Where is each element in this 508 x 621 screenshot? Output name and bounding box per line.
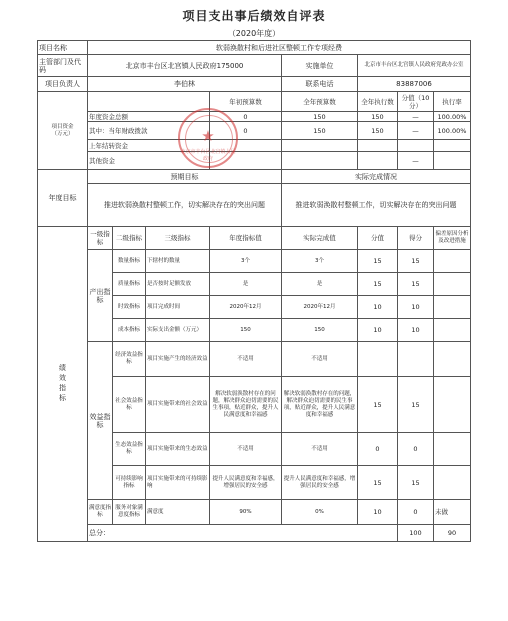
indicator-target: 不适用 — [210, 433, 282, 466]
indicator-l3: 实际支出金额（万元） — [146, 319, 210, 342]
indicator-actual: 0% — [282, 500, 358, 525]
indicator-note — [434, 250, 471, 273]
indicator-weight: 15 — [358, 466, 398, 500]
report-year: （2020年度） — [227, 29, 281, 38]
funds-row-executed — [358, 152, 398, 170]
annual-goal-label: 年度目标 — [38, 170, 88, 227]
indicator-target: 是 — [210, 273, 282, 296]
department-row — [38, 55, 471, 77]
indicator-target: 提升人民满意度和幸福感，增强居民的安全感 — [210, 466, 282, 500]
funds-row-rate — [434, 152, 471, 170]
indicator-weight: 15 — [358, 377, 398, 433]
funds-row-weight — [398, 140, 434, 152]
leader-row — [38, 77, 471, 92]
indicator-target: 解决软弱涣散村存在的问题，解决群众迫切需要的民生事项，贴近群众，提升人民满意度和幸福感 — [210, 377, 282, 433]
total-label: 总分： — [88, 525, 398, 542]
indicator-l2: 社会效益指标 — [113, 377, 146, 433]
department-value: 北京市丰台区北宫镇人民政府175000 — [88, 55, 282, 77]
funds-header-blank — [88, 92, 210, 112]
funds-row-label: 年度资金总额 — [88, 112, 210, 122]
header-note: 偏差原因分析及改进措施 — [434, 227, 471, 250]
project-name-row — [38, 41, 471, 55]
indicator-l2: 服务对象满意度指标 — [113, 500, 146, 525]
funds-header-initial: 年初预算数 — [210, 92, 282, 112]
seal-text: 北京市丰台区北宫镇人民政府 — [180, 149, 236, 162]
evaluation-table — [37, 40, 471, 542]
indicator-weight: 10 — [358, 296, 398, 319]
indicator-note: 未做 — [434, 500, 471, 525]
department-label: 主管部门及代码 — [38, 55, 88, 77]
indicator-l2: 经济效益指标 — [113, 342, 146, 377]
indicator-score: 10 — [398, 296, 434, 319]
indicator-actual: 不适用 — [282, 433, 358, 466]
indicator-target: 90% — [210, 500, 282, 525]
funds-row-weight: — — [398, 122, 434, 140]
header-l3: 三级指标 — [146, 227, 210, 250]
indicator-row — [38, 500, 471, 525]
total-score: 90 — [434, 525, 471, 542]
total-row — [38, 525, 471, 542]
funds-row-annual — [282, 140, 358, 152]
indicator-row — [38, 342, 471, 377]
indicator-score: 0 — [398, 500, 434, 525]
funds-row-label: 其中：当年财政拨款 — [88, 122, 210, 140]
indicator-target: 不适用 — [210, 342, 282, 377]
indicator-weight — [358, 342, 398, 377]
funds-row-initial: 0 — [210, 112, 282, 122]
indicator-score: 15 — [398, 377, 434, 433]
indicator-l3: 满意度 — [146, 500, 210, 525]
indicator-note — [434, 296, 471, 319]
indicator-score — [398, 342, 434, 377]
indicator-score: 0 — [398, 433, 434, 466]
indicator-target: 3个 — [210, 250, 282, 273]
funds-header-annual: 全年预算数 — [282, 92, 358, 112]
output-indicator-label: 产出指标 — [88, 250, 113, 342]
funds-row-executed: 150 — [358, 122, 398, 140]
indicator-l2: 成本指标 — [113, 319, 146, 342]
header-l1: 一级指标 — [88, 227, 113, 250]
indicator-note — [434, 377, 471, 433]
impl-unit-value: 北京市丰台区北宫镇人民政府党政办公室 — [358, 55, 471, 77]
funds-row-weight: — — [398, 152, 434, 170]
effect-indicator-label: 效益指标 — [88, 342, 113, 500]
phone-label: 联系电话 — [282, 77, 358, 92]
funds-row-label: 其他资金 — [88, 152, 210, 170]
project-name-label: 项目名称 — [38, 41, 88, 55]
funds-row-rate: 100.00% — [434, 122, 471, 140]
funds-row-rate — [434, 140, 471, 152]
indicator-actual: 是 — [282, 273, 358, 296]
funds-row-rate: 100.00% — [434, 112, 471, 122]
funds-header-executed: 全年执行数 — [358, 92, 398, 112]
indicator-score: 10 — [398, 319, 434, 342]
header-score: 得分 — [398, 227, 434, 250]
indicator-note — [434, 433, 471, 466]
funds-row — [38, 112, 471, 122]
leader-label: 项目负责人 — [38, 77, 88, 92]
indicator-l2: 生态效益指标 — [113, 433, 146, 466]
indicator-l2: 质量指标 — [113, 273, 146, 296]
funds-row-annual: 150 — [282, 122, 358, 140]
impl-unit-label: 实施单位 — [282, 55, 358, 77]
indicator-weight: 15 — [358, 250, 398, 273]
indicator-actual: 不适用 — [282, 342, 358, 377]
actual-goal-header: 实际完成情况 — [282, 170, 471, 184]
indicator-weight: 0 — [358, 433, 398, 466]
indicator-target: 2020年12月 — [210, 296, 282, 319]
indicator-weight: 10 — [358, 500, 398, 525]
header-l2: 二级指标 — [113, 227, 146, 250]
perf-indicator-label: 绩效指标 — [38, 227, 88, 542]
phone-value: 83887006 — [358, 77, 471, 92]
indicator-l2: 可持续影响指标 — [113, 466, 146, 500]
official-seal — [178, 108, 238, 168]
indicator-l3: 项目实施带来的生态效益 — [146, 433, 210, 466]
funds-row — [38, 140, 471, 152]
indicator-actual: 3个 — [282, 250, 358, 273]
funds-row-label: 上年结转资金 — [88, 140, 210, 152]
funds-row-annual — [282, 152, 358, 170]
project-name-value: 软弱涣散村和后进社区整顿工作专项经费 — [88, 41, 471, 55]
indicator-actual: 150 — [282, 319, 358, 342]
indicator-weight: 10 — [358, 319, 398, 342]
indicator-l3: 项目完成时间 — [146, 296, 210, 319]
indicator-l3: 项目实施带来的可持续影响 — [146, 466, 210, 500]
indicator-actual: 解决软弱涣散村存在的问题，解决群众迫切需要的民生事项，贴近群众，提升人民满意度和幸福感 — [282, 377, 358, 433]
indicator-l2: 数量指标 — [113, 250, 146, 273]
indicator-score: 15 — [398, 273, 434, 296]
goal-content-row — [38, 184, 471, 227]
indicator-l3: 是否按时足额发放 — [146, 273, 210, 296]
satisfaction-indicator-label: 满意度指标 — [88, 500, 113, 525]
total-weight: 100 — [398, 525, 434, 542]
indicator-target: 150 — [210, 319, 282, 342]
indicator-weight: 15 — [358, 273, 398, 296]
page-title: 项目支出事后绩效自评表 — [182, 9, 326, 23]
funds-header-rate: 执行率 — [434, 92, 471, 112]
actual-goal-text: 推进软弱涣散村整顿工作，切实解决存在的突出问题 — [282, 184, 471, 227]
indicator-note — [434, 466, 471, 500]
leader-value: 李伯林 — [88, 77, 282, 92]
indicator-note — [434, 342, 471, 377]
indicator-l3: 下辖村的数量 — [146, 250, 210, 273]
indicator-actual: 2020年12月 — [282, 296, 358, 319]
indicator-l2: 时效指标 — [113, 296, 146, 319]
indicator-note — [434, 273, 471, 296]
goal-header-row — [38, 170, 471, 184]
indicator-l3: 项目实施产生的经济效益 — [146, 342, 210, 377]
funds-row-annual: 150 — [282, 112, 358, 122]
funds-row — [38, 122, 471, 140]
expected-goal-header: 预期目标 — [88, 170, 282, 184]
funds-row-executed: 150 — [358, 112, 398, 122]
indicator-note — [434, 319, 471, 342]
funds-header-weight: 分值（10分） — [398, 92, 434, 112]
header-weight: 分值 — [358, 227, 398, 250]
indicator-row — [38, 250, 471, 273]
funds-row-weight: — — [398, 112, 434, 122]
seal-star-icon: ★ — [201, 127, 215, 145]
header-actual: 实际完成值 — [282, 227, 358, 250]
indicator-header-row — [38, 227, 471, 250]
funds-label: 项目资金 （万元） — [38, 92, 88, 170]
expected-goal-text: 推进软弱涣散村整顿工作，切实解决存在的突出问题 — [88, 184, 282, 227]
indicator-score: 15 — [398, 466, 434, 500]
funds-row-initial: 0 — [210, 122, 282, 140]
funds-header-row — [38, 92, 471, 112]
indicator-actual: 提升人民满意度和幸福感，增强居民的安全感 — [282, 466, 358, 500]
header-target: 年度指标值 — [210, 227, 282, 250]
funds-row — [38, 152, 471, 170]
indicator-score: 15 — [398, 250, 434, 273]
funds-row-executed — [358, 140, 398, 152]
indicator-l3: 项目实施带来的社会效益 — [146, 377, 210, 433]
